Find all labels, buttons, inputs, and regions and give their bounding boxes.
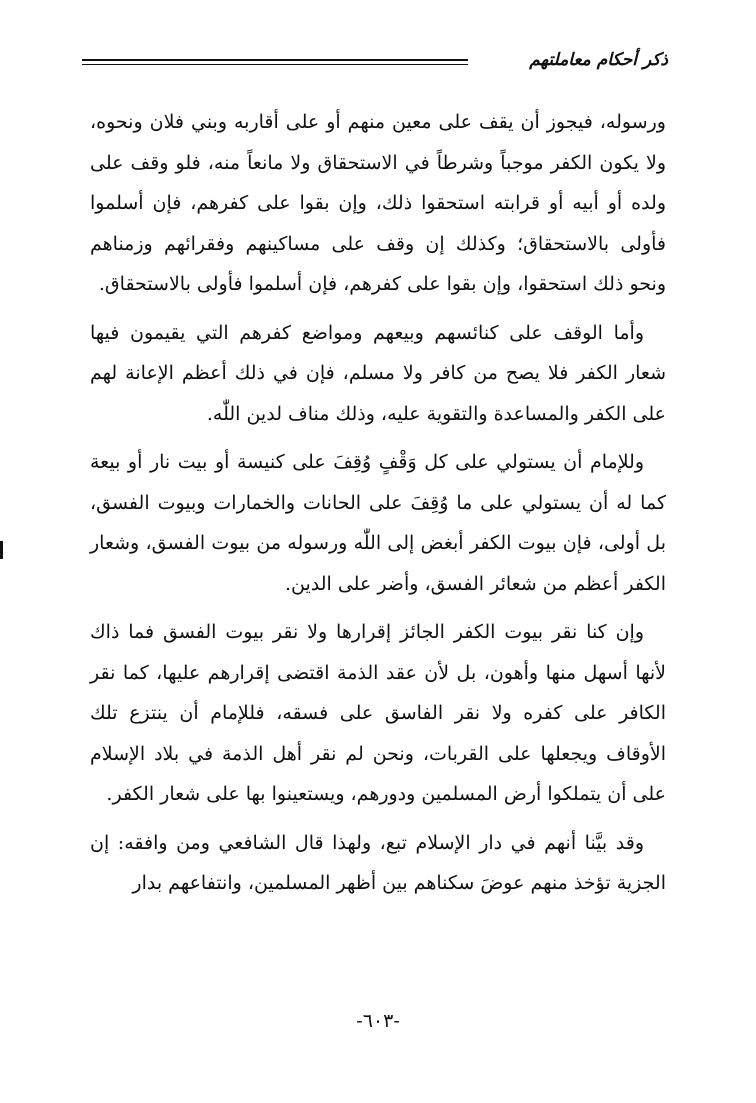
header-rule xyxy=(82,59,468,65)
paragraph: وأما الوقف على كنائسهم وبيعهم ومواضع كفرهم التي يقيمون فيها شعار الكفر فلا يصح من كافر ولا مسلم، فإن في ذلك أعظم الإعانة لهم على الكفر والمساعدة والتقوية عليه، وذلك مناف لدين اللّٰه. xyxy=(90,321,666,425)
paragraph: وللإمام أن يستولي على كل وَقْفٍ وُقِفَ على كنيسة أو بيت نار أو بيعة كما له أن يستولي على ما وُقِفَ على الحانات والخمارات وبيوت الفسق، بل أولى، فإن بيوت الكفر أبغض إلى اللّٰه ورسوله من بيوت الفسق، وشعار الكفر أعظم من شعائر الفسق، وأضر على الدين. xyxy=(90,451,666,595)
paragraph: وإن كنا نقر بيوت الكفر الجائز إقرارها ولا نقر بيوت الفسق فما ذاك لأنها أسهل منها وأهون، بل لأن عقد الذمة اقتضى إقرارهم عليها، كما نقر الكافر على كفره ولا نقر الفاسق على فسقه، فللإمام أن ينتزع تلك الأوقاف ويجعلها على القربات، ونحن لم نقر أهل الذمة في بلاد الإسلام على أن يتملكوا أرض المسلمين ودورهم، ويستعينوا بها على شعار الكفر. xyxy=(90,621,666,805)
paragraph: وقد بيَّنا أنهم في دار الإسلام تبع، ولهذا قال الشافعي ومن وافقه: إن الجزية تؤخذ منهم عوضَ سكناهم بين أظهر المسلمين، وانتفاعهم بدار xyxy=(90,831,666,894)
page-body xyxy=(90,102,666,912)
page-number: -٦٠٣- xyxy=(356,1010,400,1032)
paragraph: ورسوله، فيجوز أن يقف على معين منهم أو على أقاربه وبني فلان ونحوه، ولا يكون الكفر موجباً وشرطاً في الاستحقاق ولا مانعاً منه، فلو وقف على ولده أو أبيه أو قرابته استحقوا ذلك، وإن بقوا على كفرهم، فإن أسلموا فأولى بالاستحقاق؛ وكذلك إن وقف على مساكينهم وفقرائهم وزمناهم ونحو ذلك استحقوا، وإن بقوا على كفرهم، فإن أسلموا فأولى بالاستحقاق. xyxy=(90,111,666,295)
header-title: ذكر أحكام معاملتهم xyxy=(529,50,668,70)
running-header xyxy=(82,48,668,74)
margin-mark xyxy=(0,541,3,559)
